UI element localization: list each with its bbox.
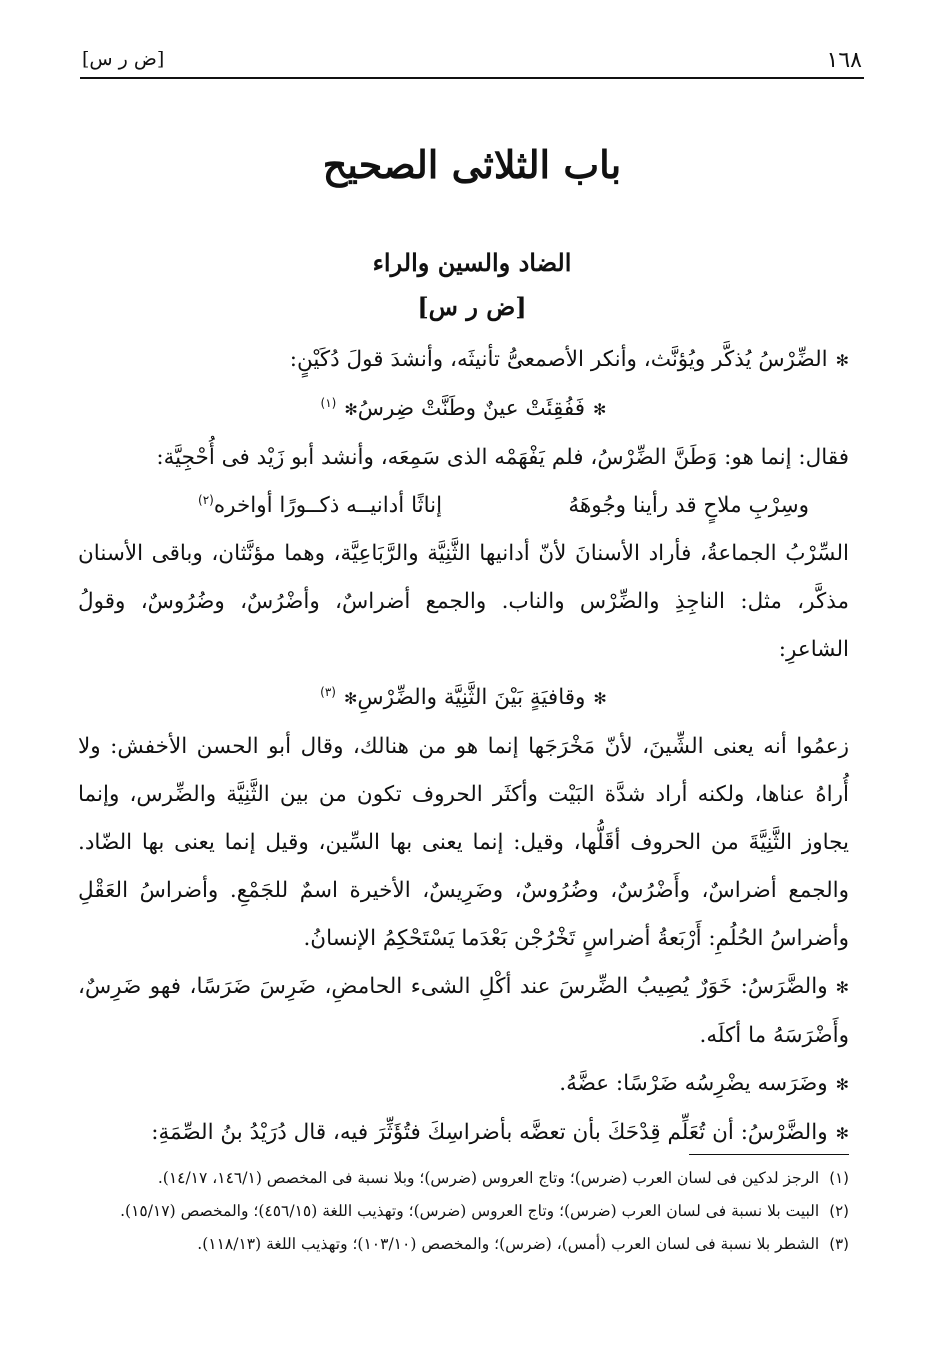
page-header (82, 48, 862, 76)
paragraph (78, 963, 849, 1060)
footnote (82, 1229, 849, 1260)
root-heading: [ض ر س] (417, 292, 527, 321)
verse (78, 674, 849, 723)
asterisk-icon: ✻ (593, 689, 607, 708)
footnote (82, 1196, 849, 1227)
verse-text: إناثًا أدانيــه ذكــورًا أواخره (213, 493, 443, 518)
verse-text: وقافيَةٍ بَيْنَ الثَّنِيَّة والضِّرْسِ (357, 685, 586, 710)
paragraph (78, 336, 849, 385)
asterisk-icon: ✻ (343, 689, 358, 708)
paragraph-text: والضَّرَسُ: خَوَرٌ يُصِيبُ الضِّرسَ عند أكْلِ الشىء الحامضِ، ضَرِسَ ضَرَسًا، فهو ضَرِسٌ، وأَضْرَسَهُ ما أكلَه. (78, 974, 849, 1048)
paragraph-text: وضَرَسه يضْرِسُه ضَرْسًا: عضَّهُ. (559, 1071, 828, 1096)
footnote-number: (٢) (829, 1202, 849, 1220)
verse-hemistich-first: وسِرْبِ ملاحٍ قد رأينا وجُوهَهُ (568, 493, 809, 518)
asterisk-icon: ✻ (835, 1124, 849, 1143)
verse (78, 385, 849, 434)
footnote-number: (٣) (829, 1235, 849, 1253)
footnote-ref[interactable]: (٣) (320, 684, 336, 699)
page-number: ١٦٨ (826, 48, 862, 73)
asterisk-icon: ✻ (835, 1075, 849, 1094)
asterisk-icon: ✻ (344, 400, 358, 419)
footnote-number: (١) (829, 1169, 849, 1187)
verse-hemistich-second (198, 482, 442, 530)
paragraph (78, 530, 849, 674)
asterisk-icon: ✻ (593, 400, 607, 419)
asterisk-icon: ✻ (835, 351, 849, 370)
paragraph (78, 434, 849, 482)
footnote-ref[interactable]: (١) (320, 395, 337, 410)
paragraph (78, 1109, 849, 1158)
footnote-text: الرجز لدكين فى لسان العرب (ضرس)؛ وتاج العروس (ضرس)؛ وبلا نسبة فى المخصص (١٤٦/١، ١٤/١٧). (157, 1169, 820, 1187)
asterisk-icon: ✻ (835, 978, 849, 997)
footnotes (82, 1163, 849, 1262)
paragraph-text: والضَّرْسُ: أن تُعَلِّم قِدْحَكَ بأن تعضَّه بأضراسِكَ فتُؤَثِّرَ فيه، قال دُرَيْدُ بنُ الصِّمَةِ: (151, 1120, 828, 1145)
paragraph-text: السِّرْبُ الجماعةُ، فأراد الأسنانَ لأنّ أدانيها الثَّنِيَّة والرَّبَاعِيَّة، وهما مؤنَّثان، وباقى الأسنان مذكَّر، مثل: الناجِذِ والضِّرْس والناب. والجمع أضراسٌ، وأضْرُسٌ، وضُرُوسٌ، وقولُ الشاعرِ: (78, 541, 850, 662)
footnote-text: البيت بلا نسبة فى لسان العرب (ضرس)؛ وتاج العروس (ضرس)؛ وتهذيب اللغة (٤٥٦/١٥)؛ والمخصص (١٥/١٧). (120, 1202, 820, 1220)
section-title: الضاد والسين والراء (372, 248, 572, 277)
footnote-ref[interactable]: (٢) (198, 492, 214, 507)
footnote-rule (689, 1154, 849, 1155)
paragraph-text: فقال: إنما هو: وَطَنَّ الضِّرْسُ، فلم يَفْهَمْه الذى سَمِعَه، وأنشد أبو زَيْد فى أُحْجِيَّة: (156, 445, 849, 470)
chapter-title: باب الثلاثى الصحيح (322, 142, 622, 187)
footnote-text: الشطر بلا نسبة فى لسان العرب (أمس)، (ضرس)؛ والمخصص (١٠٣/١٠)؛ وتهذيب اللغة (١١٨/١٣). (197, 1235, 820, 1253)
paragraph-text: الضِّرْسُ يُذكَّر ويُؤنَّث، وأنكر الأصمعىُّ تأنيثَه، وأنشدَ قولَ دُكَيْنٍ: (289, 347, 828, 372)
verse-text: فَفُقِئَتْ عينٌ وطَنَّتْ ضِرسُ (357, 396, 586, 421)
paragraph (78, 723, 849, 963)
header-rule (80, 77, 864, 79)
paragraph-text: زعمُوا أنه يعنى الشِّينَ، لأنّ مَخْرَجَها إنما هو من هنالك، وقال أبو الحسن الأخفش: ولا أُراهُ عناها، ولكنه أراد شدَّة البَيْت وأكثَر الحروف تكون من بين الثَّنِيَّة والضِّرس، وإنما يجاوز الثَّنِيَّةَ من الحروف أقَلُّها، وقيل: إنما يعنى بها السِّين، وقيل إنما يعنى بها الضّاد. والجمع أضراسٌ، وأَضْرُسٌ، وضُرُوسٌ، وضَرِيسٌ، الأخيرة اسمٌ للجَمْعِ. وأضراسُ العَقْلِ وأضراسُ الحُلُمِ: أَرْبَعةُ أضراسٍ تَخْرُجْن بَعْدَما يَسْتَحْكِمُ الإنسانُ. (78, 734, 849, 951)
paragraph (78, 1060, 849, 1109)
running-head: [ض ر س] (82, 48, 165, 70)
main-text (78, 336, 849, 1158)
verse-couplet (198, 482, 809, 530)
footnote (82, 1163, 849, 1194)
